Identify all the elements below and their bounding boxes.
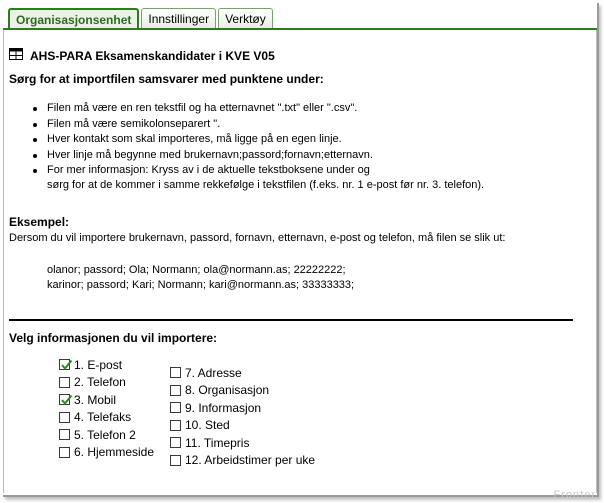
option-label: 12. Arbeidstimer per uke <box>185 453 316 468</box>
tab-underline <box>3 28 597 30</box>
option-sted[interactable] <box>170 417 315 435</box>
option-label: 8. Organisasjon <box>185 383 270 398</box>
options-column-left <box>59 356 154 461</box>
checkbox-e-post[interactable] <box>59 359 70 370</box>
checkbox-telefaks[interactable] <box>59 412 70 423</box>
tab-innstillinger[interactable]: Innstillinger <box>141 8 216 29</box>
checkbox-sted[interactable] <box>170 420 181 431</box>
checkbox-hjemmeside[interactable] <box>59 447 70 458</box>
list-item: Hver linje må begynne med brukernavn;passord;fornavn;etternavn. <box>33 148 573 164</box>
option-label: 7. Adresse <box>185 365 242 380</box>
option-mobil[interactable] <box>59 391 154 409</box>
option-label: 3. Mobil <box>74 392 117 407</box>
checkbox-informasjon[interactable] <box>170 402 181 413</box>
option-telefon[interactable] <box>59 374 154 392</box>
instruction-list <box>33 101 573 179</box>
option-organisasjon[interactable] <box>170 382 315 400</box>
contacts-table-icon <box>9 48 30 63</box>
option-label: 6. Hjemmeside <box>74 445 155 460</box>
option-telefon-2[interactable] <box>59 426 154 444</box>
checkbox-timepris[interactable] <box>170 437 181 448</box>
option-adresse[interactable] <box>170 364 315 382</box>
option-informasjon[interactable] <box>170 399 315 417</box>
select-heading: Velg informasjonen du vil importere: <box>9 331 218 345</box>
option-label: 2. Telefon <box>74 375 126 390</box>
option-hjemmeside[interactable] <box>59 444 154 462</box>
tab-bar <box>8 8 275 30</box>
page-title-row <box>9 48 275 63</box>
list-item: Filen må være en ren tekstfil og ha etternavnet ".txt" eller ".csv". <box>33 101 573 117</box>
checkbox-adresse[interactable] <box>170 367 181 378</box>
tab-verktoy[interactable]: Verktøy <box>218 8 273 29</box>
option-label: 4. Telefaks <box>74 410 132 425</box>
option-label: 5. Telefon 2 <box>74 427 136 442</box>
option-label: 10. Sted <box>185 418 230 433</box>
checkbox-mobil[interactable] <box>59 394 70 405</box>
checkbox-organisasjon[interactable] <box>170 385 181 396</box>
checkbox-telefon[interactable] <box>59 377 70 388</box>
list-item-continuation: sørg for at de kommer i samme rekkefølge i tekstfilen (f.eks. nr. 1 e-post før nr. 3. telefon). <box>47 179 485 191</box>
instruction-heading: Sørg for at importfilen samsvarer med punktene under: <box>9 72 324 86</box>
option-label: 1. E-post <box>74 357 123 372</box>
example-line-2: karinor; passord; Kari; Normann; kari@normann.as; 33333333; <box>47 279 355 291</box>
list-item: For mer informasjon: Kryss av i de aktuelle tekstboksene under og <box>33 163 573 179</box>
option-e-post[interactable] <box>59 356 154 374</box>
option-timepris[interactable] <box>170 434 315 452</box>
page-title: AHS-PARA Eksamenskandidater i KVE V05 <box>30 48 275 63</box>
options-column-right <box>170 364 315 469</box>
watermark-logo: Fronter <box>553 489 596 501</box>
option-label: 9. Informasjon <box>185 400 262 415</box>
example-line-1: olanor; passord; Ola; Normann; ola@normann.as; 22222222; <box>47 264 346 276</box>
option-telefaks[interactable] <box>59 409 154 427</box>
checkbox-arbeidstimer[interactable] <box>170 455 181 466</box>
list-item: Filen må være semikolonseparert ". <box>33 117 573 133</box>
divider <box>9 319 573 321</box>
example-heading: Eksempel: <box>9 215 70 229</box>
option-label: 11. Timepris <box>185 435 250 450</box>
list-item: Hver kontakt som skal importeres, må ligge på en egen linje. <box>33 132 573 148</box>
tab-organisasjonsenhet[interactable]: Organisasjonsenhet <box>8 8 139 29</box>
checkbox-telefon-2[interactable] <box>59 429 70 440</box>
example-intro: Dersom du vil importere brukernavn, passord, fornavn, etternavn, e-post og telefon, må filen se slik ut: <box>9 232 506 244</box>
option-arbeidstimer[interactable] <box>170 452 315 470</box>
